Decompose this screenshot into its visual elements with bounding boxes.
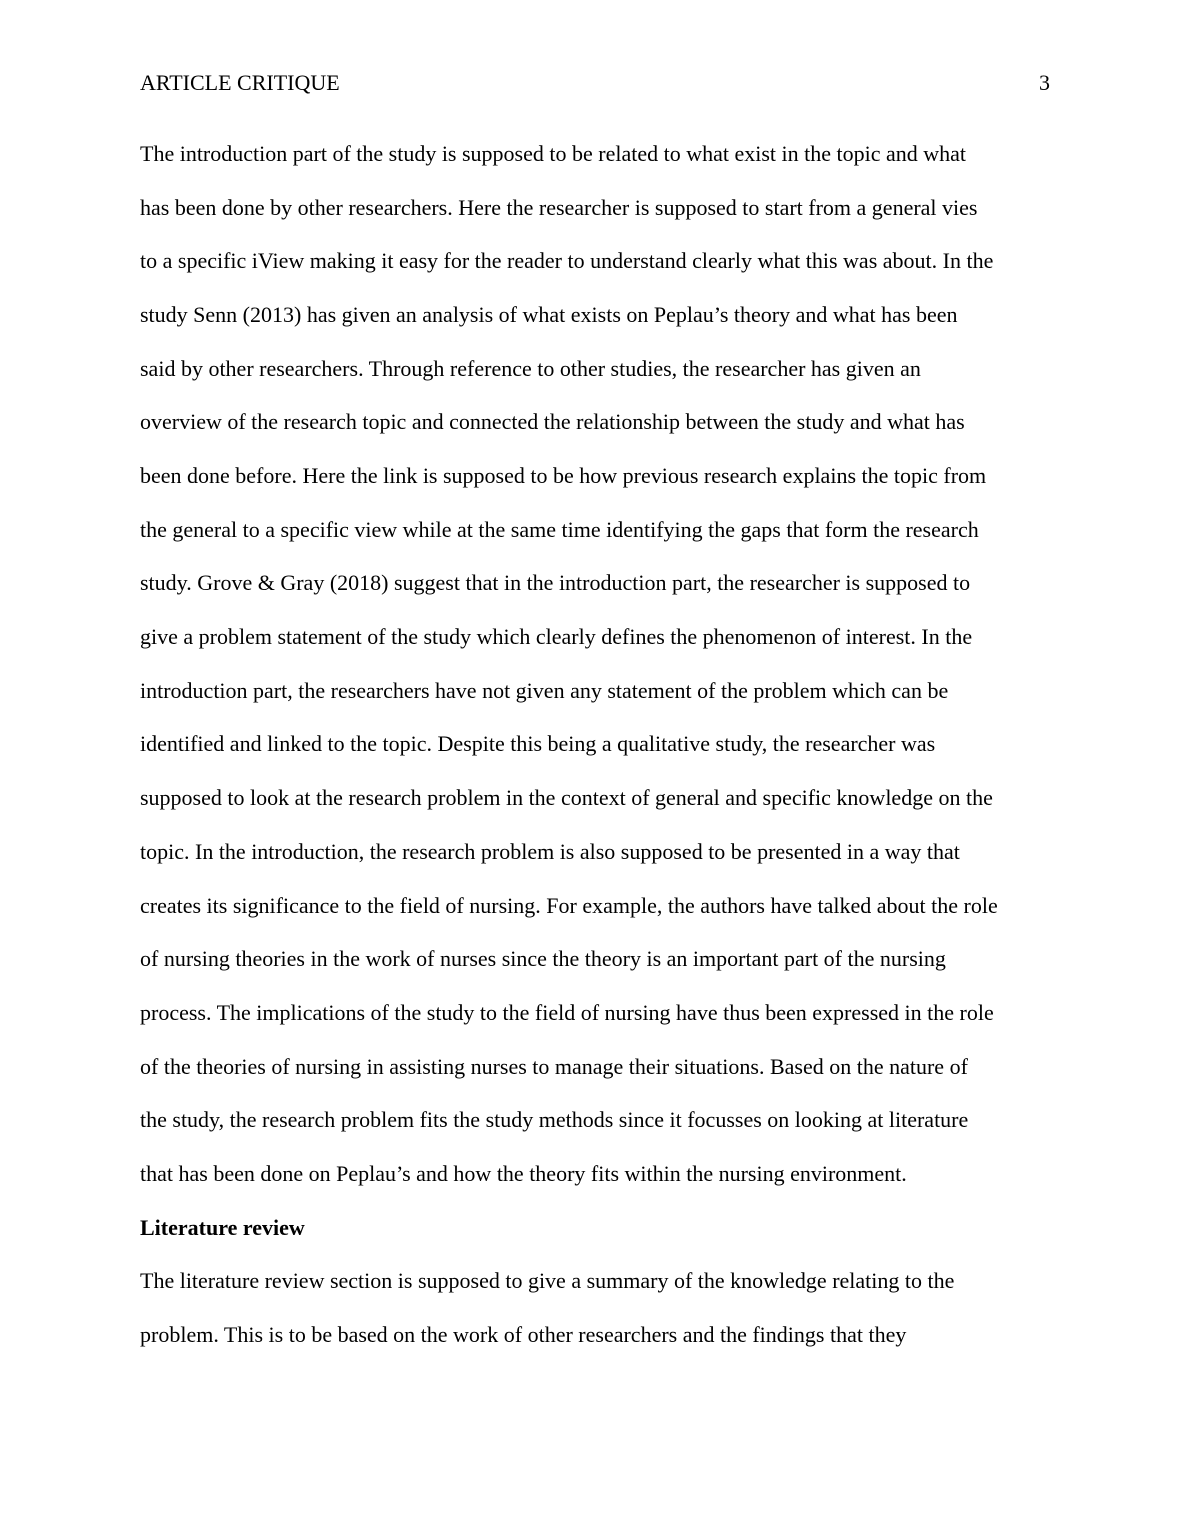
body-text-line: to a specific iView making it easy for the reader to understand clearly what this was about. In the <box>140 248 994 273</box>
body-text-line: of the theories of nursing in assisting nurses to manage their situations. Based on the nature of <box>140 1054 968 1079</box>
body-text-line: introduction part, the researchers have not given any statement of the problem which can be <box>140 678 949 703</box>
body-text-line: the general to a specific view while at the same time identifying the gaps that form the research <box>140 517 979 542</box>
body-text-line: the study, the research problem fits the study methods since it focusses on looking at literature <box>140 1107 969 1132</box>
body-text-line: overview of the research topic and connected the relationship between the study and what has <box>140 409 965 434</box>
body-text-line: The introduction part of the study is supposed to be related to what exist in the topic and what <box>140 141 967 166</box>
body-text-line: process. The implications of the study to the field of nursing have thus been expressed in the role <box>140 1000 994 1025</box>
body-text-line: has been done by other researchers. Here the researcher is supposed to start from a general vies <box>140 195 978 220</box>
running-head: ARTICLE CRITIQUE <box>140 70 340 95</box>
body-text-line: supposed to look at the research problem in the context of general and specific knowledge on the <box>140 785 993 810</box>
body-text-line: that has been done on Peplau’s and how the theory fits within the nursing environment. <box>140 1161 907 1186</box>
body-text-line: problem. This is to be based on the work of other researchers and the findings that they <box>140 1322 907 1347</box>
body-text-line: The literature review section is supposed to give a summary of the knowledge relating to the <box>140 1268 955 1293</box>
body-text-line: topic. In the introduction, the research problem is also supposed to be presented in a way that <box>140 839 960 864</box>
page-number: 3 <box>1039 70 1050 95</box>
body-text-line: study Senn (2013) has given an analysis of what exists on Peplau’s theory and what has been <box>140 302 958 327</box>
body-text-line: identified and linked to the topic. Despite this being a qualitative study, the researcher was <box>140 731 936 756</box>
body-text-line: been done before. Here the link is supposed to be how previous research explains the topic from <box>140 463 987 488</box>
body-text-line: study. Grove & Gray (2018) suggest that in the introduction part, the researcher is supposed to <box>140 570 971 595</box>
body-text-line: creates its significance to the field of nursing. For example, the authors have talked about the role <box>140 893 998 918</box>
body-text-line: give a problem statement of the study which clearly defines the phenomenon of interest. In the <box>140 624 973 649</box>
section-heading-literature-review: Literature review <box>140 1215 305 1240</box>
body-text-line: of nursing theories in the work of nurses since the theory is an important part of the nursing <box>140 946 946 971</box>
body-text-line: said by other researchers. Through reference to other studies, the researcher has given an <box>140 356 921 381</box>
